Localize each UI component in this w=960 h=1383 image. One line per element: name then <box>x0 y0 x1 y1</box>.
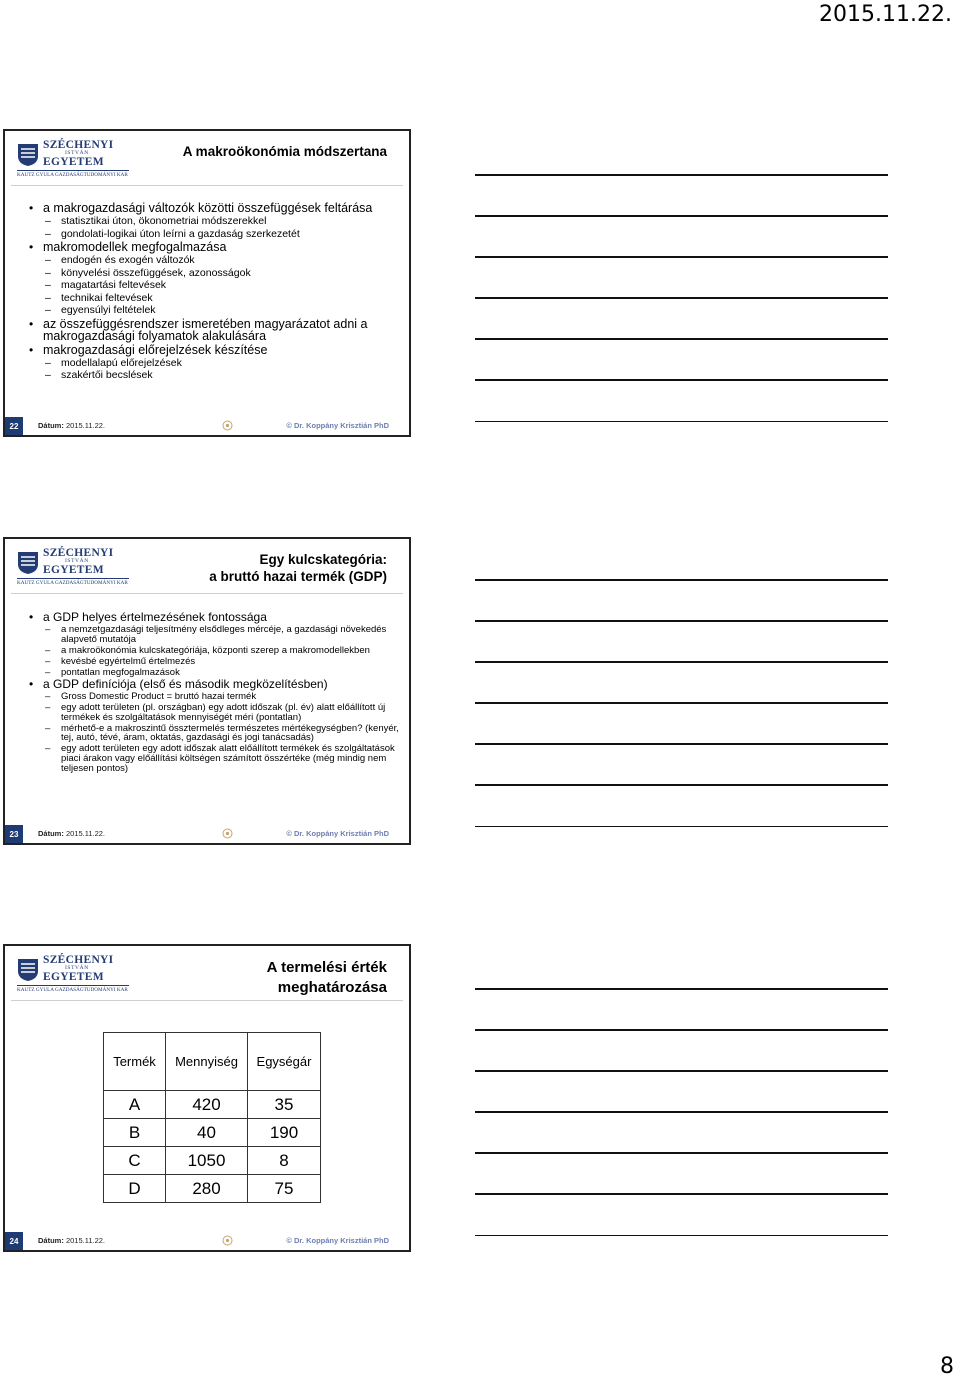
note-line <box>475 338 888 340</box>
note-line <box>475 826 888 828</box>
slide-title <box>209 551 387 585</box>
footer-copyright: © Dr. Koppány Krisztián PhD <box>286 829 389 838</box>
note-line <box>475 784 888 786</box>
university-logo <box>17 139 132 181</box>
note-line <box>475 379 888 381</box>
table-cell: 8 <box>248 1147 321 1175</box>
table-cell: 40 <box>166 1119 248 1147</box>
slide-number: 22 <box>5 417 23 435</box>
footer-date <box>38 829 105 838</box>
table-cell: C <box>104 1147 166 1175</box>
note-line <box>475 702 888 704</box>
note-line <box>475 421 888 423</box>
slide-title-line: A termelési érték <box>266 959 387 976</box>
logo-divider <box>17 170 129 171</box>
footer-copyright: © Dr. Koppány Krisztián PhD <box>286 421 389 430</box>
sub-bullet-item: – egy adott területen egy adott időszak alatt előállított termékek és szolgáltatások piaci árakon vagy előállítási költségen számított összértéke (még mindig nem teljesen pontos) <box>27 744 401 773</box>
university-logo <box>17 547 132 589</box>
page-date: 2015.11.22. <box>819 2 952 27</box>
logo-text-szechenyi: SZÉCHENYI <box>43 547 114 559</box>
footer-date-value: 2015.11.22. <box>65 1236 106 1245</box>
footer-date-label: Dátum: <box>38 1236 64 1245</box>
logo-text-faculty: KAUTZ GYULA GAZDASÁGTUDOMÁNYI KAR <box>17 987 128 993</box>
column-header: Mennyiség <box>166 1033 248 1091</box>
note-line <box>475 256 888 258</box>
slide-22 <box>3 129 411 437</box>
sub-bullet-item: – a nemzetgazdasági teljesítmény elsődleges mércéje, a gazdasági növekedés alapvető mutatója <box>27 625 401 644</box>
footer-emblem-icon <box>222 1235 233 1246</box>
notes-lines-slide-22 <box>475 174 888 462</box>
notes-lines-slide-24 <box>475 988 888 1276</box>
table-cell: B <box>104 1119 166 1147</box>
bullet-item: • makrogazdasági előrejelzések készítése <box>27 344 401 356</box>
sub-bullet-item: – Gross Domestic Product = bruttó hazai termék <box>27 692 401 702</box>
column-header: Egységár <box>248 1033 321 1091</box>
table-cell: 190 <box>248 1119 321 1147</box>
slide-footer <box>5 825 409 843</box>
notes-lines-slide-23 <box>475 579 888 867</box>
sub-bullet-item: – pontatlan megfogalmazások <box>27 668 401 678</box>
sub-bullet-item: – statisztikai úton, ökonometriai módszerekkel <box>27 216 401 227</box>
logo-text-egyetem: EGYETEM <box>43 156 104 168</box>
bullet-item: • az összefüggésrendszer ismeretében magyarázatot adni a makrogazdasági folyamatok alakulására <box>27 318 401 342</box>
logo-text-istvan: ISTVÁN <box>65 150 89 156</box>
note-line <box>475 297 888 299</box>
sub-bullet-item: – egy adott területen (pl. országban) egy adott időszak (pl. év) alatt előállított új termékek és szolgáltatások mennyiségét méri (pontatlan) <box>27 703 401 722</box>
slide-header <box>5 946 409 1000</box>
logo-text-szechenyi: SZÉCHENYI <box>43 954 114 966</box>
note-line <box>475 1193 888 1195</box>
bullet-item: • makromodellek megfogalmazása <box>27 241 401 253</box>
footer-date-label: Dátum: <box>38 421 64 430</box>
slide-number: 24 <box>5 1232 23 1250</box>
note-line <box>475 661 888 663</box>
table-cell: A <box>104 1091 166 1119</box>
sub-bullet-item: – egyensúlyi feltételek <box>27 305 401 316</box>
sub-bullet-item: – a makroökonómia kulcskategóriája, központi szerep a makromodellekben <box>27 646 401 656</box>
table-row <box>104 1147 321 1175</box>
slide-body <box>27 611 401 775</box>
footer-copyright: © Dr. Koppány Krisztián PhD <box>286 1236 389 1245</box>
footer-emblem-icon <box>222 828 233 839</box>
table-cell: D <box>104 1175 166 1203</box>
logo-text-egyetem: EGYETEM <box>43 564 104 576</box>
university-emblem-icon <box>17 549 39 575</box>
logo-text-egyetem: EGYETEM <box>43 971 104 983</box>
university-emblem-icon <box>17 956 39 982</box>
bullet-item: • a GDP helyes értelmezésének fontossága <box>27 612 401 623</box>
note-line <box>475 1152 888 1154</box>
sub-bullet-item: – szakértői becslések <box>27 370 401 381</box>
footer-date-value: 2015.11.22. <box>65 829 106 838</box>
slide-title <box>183 143 387 160</box>
table-header-row <box>104 1033 321 1091</box>
column-header: Termék <box>104 1033 166 1091</box>
logo-text-faculty: KAUTZ GYULA GAZDASÁGTUDOMÁNYI KAR <box>17 172 128 178</box>
logo-text-szechenyi: SZÉCHENYI <box>43 139 114 151</box>
note-line <box>475 215 888 217</box>
slide-footer <box>5 1232 409 1250</box>
slide-title-line: Egy kulcskategória: <box>259 552 387 567</box>
bullet-item: • a GDP definíciója (első és második megközelítésben) <box>27 679 401 690</box>
table-row <box>104 1119 321 1147</box>
bullet-item: • a makrogazdasági változók közötti összefüggések feltárása <box>27 202 401 214</box>
slide-24 <box>3 944 411 1252</box>
sub-bullet-item: – magatartási feltevések <box>27 280 401 291</box>
page-number: 8 <box>940 1354 954 1379</box>
note-line <box>475 988 888 990</box>
footer-emblem-icon <box>222 420 233 431</box>
slide-body <box>27 201 401 383</box>
table-cell: 420 <box>166 1091 248 1119</box>
header-rule <box>11 593 403 594</box>
logo-text-istvan: ISTVÁN <box>65 965 89 971</box>
note-line <box>475 1111 888 1113</box>
logo-text-faculty: KAUTZ GYULA GAZDASÁGTUDOMÁNYI KAR <box>17 580 128 586</box>
table-row <box>104 1091 321 1119</box>
table-row <box>104 1175 321 1203</box>
sub-bullet-item: – technikai feltevések <box>27 293 401 304</box>
slide-title-line: meghatározása <box>277 979 387 996</box>
footer-date <box>38 1236 105 1245</box>
table-cell: 35 <box>248 1091 321 1119</box>
footer-date-label: Dátum: <box>38 829 64 838</box>
footer-date <box>38 421 105 430</box>
header-rule <box>11 185 403 186</box>
production-table <box>103 1032 321 1203</box>
slide-header <box>5 131 409 185</box>
sub-bullet-item: – modellalapú előrejelzések <box>27 358 401 369</box>
sub-bullet-item: – könyvelési összefüggések, azonosságok <box>27 268 401 279</box>
logo-divider <box>17 578 129 579</box>
note-line <box>475 1029 888 1031</box>
note-line <box>475 743 888 745</box>
note-line <box>475 620 888 622</box>
table-cell: 1050 <box>166 1147 248 1175</box>
sub-bullet-item: – mérhető-e a makroszintű össztermelés természetes mértékegységben? (kenyér, tej, autó, tévé, áram, oktatás, gazdasági és jogi tanácsadás) <box>27 724 401 743</box>
header-rule <box>11 1000 403 1001</box>
slide-23 <box>3 537 411 845</box>
slide-footer <box>5 417 409 435</box>
note-line <box>475 174 888 176</box>
sub-bullet-item: – kevésbé egyértelmű értelmezés <box>27 657 401 667</box>
sub-bullet-item: – gondolati-logikai úton leírni a gazdaság szerkezetét <box>27 229 401 240</box>
note-line <box>475 579 888 581</box>
table-cell: 75 <box>248 1175 321 1203</box>
slide-title-line: a bruttó hazai termék (GDP) <box>209 569 387 584</box>
university-logo <box>17 954 132 996</box>
note-line <box>475 1070 888 1072</box>
slide-title-line: A makroökonómia módszertana <box>182 144 387 159</box>
note-line <box>475 1235 888 1237</box>
footer-date-value: 2015.11.22. <box>65 421 106 430</box>
logo-text-istvan: ISTVÁN <box>65 558 89 564</box>
logo-divider <box>17 985 129 986</box>
slide-number: 23 <box>5 825 23 843</box>
table-cell: 280 <box>166 1175 248 1203</box>
slide-header <box>5 539 409 593</box>
slide-title <box>267 958 387 998</box>
sub-bullet-item: – endogén és exogén változók <box>27 255 401 266</box>
university-emblem-icon <box>17 141 39 167</box>
